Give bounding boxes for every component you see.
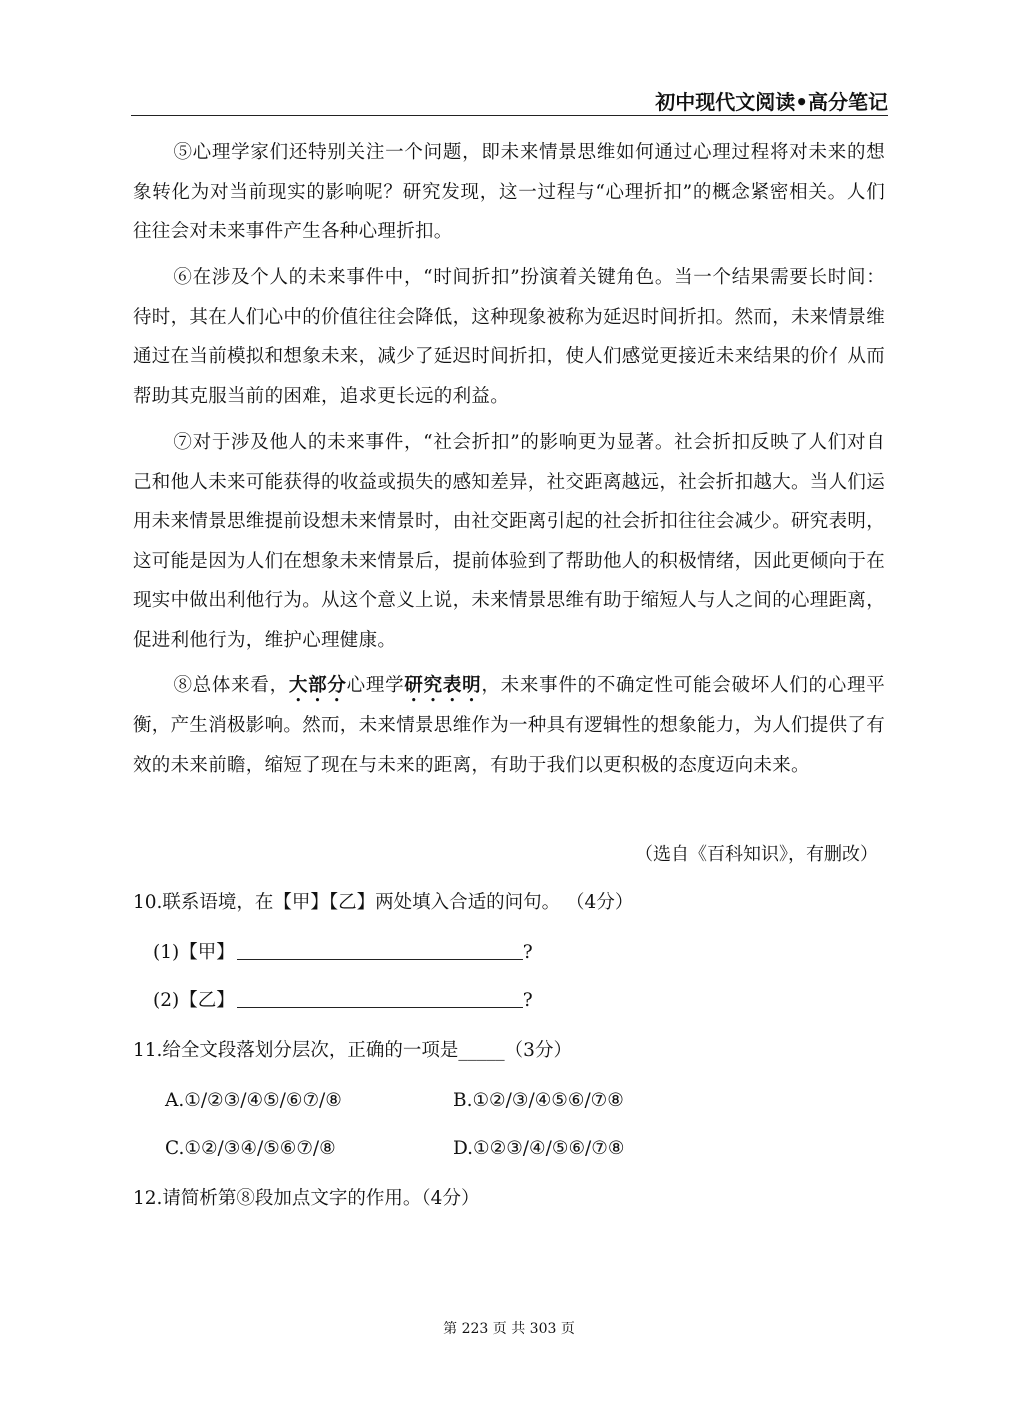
paragraph-5 [133, 133, 885, 252]
question-10-1-label: (1)【甲】 [153, 942, 235, 963]
question-10-2-label: (2)【乙】 [153, 990, 235, 1011]
question-mark: ? [522, 990, 533, 1011]
answer-blank-jia[interactable] [237, 939, 523, 960]
header-divider [131, 115, 888, 116]
question-mark: ? [522, 942, 533, 963]
dotted-text-research-shows: 研究表明 [404, 675, 482, 696]
paragraph-6 [133, 258, 885, 416]
question-10-2 [153, 986, 533, 1016]
question-12: 12.请简析第⑧段加点文字的作用。（4分） [133, 1188, 480, 1209]
paragraph-5-text: ⑤心理学家们还特别关注一个问题，即未来情景思维如何通过心理过程将对未来的想象转化为对当前现实的影响呢？研究发现，这一过程与“心理折扣”的概念紧密相关。人们往往会对未来事件产生各种心理折扣。 [133, 142, 885, 242]
paragraph-8-part2: 心理学 [346, 675, 405, 696]
page-footer: 第 223 页 共 303 页 [443, 1321, 575, 1337]
option-a: A.①/②③/④⑤/⑥⑦/⑧ [165, 1090, 342, 1111]
dotted-text-majority: 大部分 [288, 675, 347, 696]
paragraph-8 [133, 666, 885, 785]
question-10-1 [153, 938, 533, 968]
page-header-title: 初中现代文阅读•高分笔记 [655, 90, 888, 114]
paragraph-8-part3: ，未来事件的不确定性可能会破坏人们的心理平衡，产生消极影响。然而，未来情景思维作为一种具有逻辑性的想象能力，为人们提供了有效的未来前瞻，缩短了现在与未来的距离，有助于我们以更积极的态度迈向未来。 [133, 675, 886, 776]
answer-blank-yi[interactable] [237, 987, 523, 1008]
paragraph-7 [133, 423, 885, 660]
paragraph-7-text: ⑦对于涉及他人的未来事件，“社会折扣”的影响更为显著。社会折扣反映了人们对自己和他人未来可能获得的收益或损失的感知差异，社交距离越远，社会折扣越大。当人们运用未来情景思维提前设想未来情景时，由社交距离引起的社会折扣往往会减少。研究表明，这可能是因为人们在想象未来情景后，提前体验到了帮助他人的积极情绪，因此更倾向于在现实中做出利他行为。从这个意义上说，未来情景思维有助于缩短人与人之间的心理距离，促进利他行为，维护心理健康。 [133, 432, 886, 651]
option-c: C.①②/③④/⑤⑥⑦/⑧ [165, 1138, 336, 1159]
option-d: D.①②③/④/⑤⑥/⑦⑧ [453, 1138, 625, 1159]
option-b: B.①②/③/④⑤⑥/⑦⑧ [453, 1090, 624, 1111]
paragraph-8-part1: ⑧总体来看， [173, 675, 289, 696]
paragraph-6-text: ⑥在涉及个人的未来事件中，“时间折扣”扮演着关键角色。当一个结果需要长时间：待时，其在人们心中的价值往往会降低，这种现象被称为延迟时间折扣。然而，未来情景维通过在当前模拟和想象未来，减少了延迟时间折扣，使人们感觉更接近未来结果的价亻从而帮助其克服当前的困难，追求更长远的利益。 [133, 267, 886, 407]
source-citation: （选自《百科知识》，有删改） [635, 844, 878, 865]
question-11: 11.给全文段落划分层次，正确的一项是_____（3分） [133, 1040, 572, 1061]
question-10: 10.联系语境，在【甲】【乙】两处填入合适的问句。 （4分） [133, 892, 634, 913]
